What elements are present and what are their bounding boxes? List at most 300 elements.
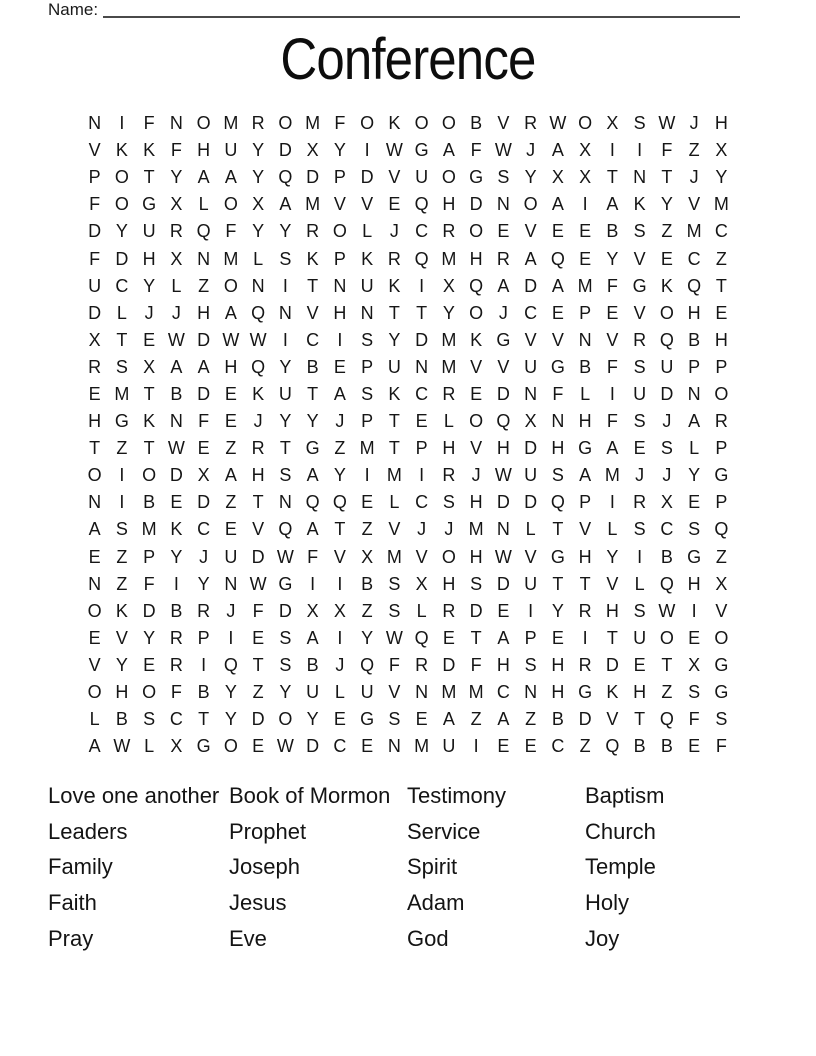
grid-letter: I — [609, 492, 615, 513]
grid-letter: A — [306, 519, 319, 540]
grid-letter: S — [361, 329, 374, 350]
grid-letter: E — [252, 736, 265, 757]
grid-letter: F — [661, 140, 673, 161]
grid-letter: X — [442, 275, 455, 296]
grid-letter: I — [364, 140, 370, 161]
grid-letter: L — [334, 682, 345, 703]
grid-letter: L — [253, 248, 264, 269]
grid-letter: M — [305, 194, 321, 215]
grid-letter: F — [334, 113, 346, 134]
grid-letter: Q — [659, 709, 674, 730]
grid-letter: I — [473, 736, 479, 757]
grid-letter: V — [606, 573, 619, 594]
grid-letter: T — [143, 383, 155, 404]
grid-letter: Y — [143, 627, 156, 648]
grid-letter: G — [196, 736, 211, 757]
grid-letter: I — [637, 546, 643, 567]
grid-letter: T — [661, 167, 673, 188]
grid-letter: O — [278, 113, 293, 134]
grid-letter: L — [144, 736, 155, 757]
grid-letter: K — [388, 113, 401, 134]
grid-letter: Z — [252, 682, 264, 703]
grid-letter: N — [360, 302, 374, 323]
grid-letter: K — [388, 275, 401, 296]
grid-letter: C — [415, 383, 429, 404]
grid-letter: N — [278, 492, 292, 513]
grid-letter: M — [468, 519, 484, 540]
grid-letter: D — [197, 383, 211, 404]
grid-letter: Q — [414, 248, 429, 269]
title-wrap — [0, 27, 816, 92]
grid-letter: M — [441, 248, 457, 269]
grid-letter: L — [580, 383, 591, 404]
grid-letter: S — [279, 627, 292, 648]
grid-letter: A — [442, 140, 455, 161]
grid-letter: K — [606, 682, 619, 703]
grid-letter: K — [361, 248, 374, 269]
word-item: Spirit — [407, 854, 458, 880]
grid-letter: K — [306, 248, 319, 269]
grid-letter: M — [305, 113, 321, 134]
grid-letter: V — [361, 194, 374, 215]
grid-letter: W — [113, 736, 131, 757]
grid-letter: M — [414, 736, 430, 757]
grid-letter: J — [498, 302, 508, 323]
grid-letter: B — [633, 736, 646, 757]
grid-letter: X — [579, 167, 592, 188]
grid-letter: B — [306, 356, 319, 377]
grid-letter: E — [197, 438, 210, 459]
grid-letter: Y — [333, 140, 346, 161]
grid-letter: D — [251, 546, 265, 567]
word-item: Love one another — [48, 783, 220, 808]
grid-letter: R — [442, 383, 456, 404]
grid-letter: B — [170, 600, 183, 621]
grid-letter: Y — [115, 221, 128, 242]
grid-letter: T — [661, 654, 673, 675]
grid-letter: A — [224, 167, 237, 188]
grid-letter: M — [386, 546, 402, 567]
grid-letter: A — [497, 627, 510, 648]
grid-letter: I — [337, 329, 343, 350]
grid-letter: D — [524, 492, 538, 513]
grid-letter: E — [688, 736, 701, 757]
grid-letter: R — [169, 654, 183, 675]
grid-letter: C — [197, 519, 211, 540]
grid-letter: T — [606, 167, 618, 188]
grid-letter: E — [88, 627, 101, 648]
grid-letter: T — [279, 438, 291, 459]
grid-letter: O — [114, 194, 129, 215]
grid-letter: O — [714, 627, 729, 648]
grid-letter: O — [469, 302, 484, 323]
grid-letter: D — [469, 194, 483, 215]
grid-letter: I — [364, 465, 370, 486]
grid-letter: N — [687, 383, 701, 404]
grid-letter: U — [524, 465, 538, 486]
grid-letter: G — [414, 140, 429, 161]
word-item: God — [407, 925, 449, 951]
grid-letter: S — [279, 465, 292, 486]
grid-letter: I — [637, 140, 643, 161]
grid-letter: L — [362, 221, 373, 242]
grid-letter: P — [415, 438, 428, 459]
grid-letter: H — [578, 411, 592, 432]
grid-letter: N — [415, 356, 429, 377]
grid-letter: D — [360, 167, 374, 188]
grid-letter: R — [88, 356, 102, 377]
grid-letter: Z — [688, 140, 700, 161]
grid-letter: S — [715, 709, 728, 730]
grid-letter: O — [469, 411, 484, 432]
grid-letter: A — [551, 140, 564, 161]
grid-letter: H — [687, 573, 701, 594]
grid-letter: R — [524, 113, 538, 134]
grid-letter: U — [660, 356, 674, 377]
grid-letter: E — [497, 600, 510, 621]
grid-letter: X — [660, 492, 673, 513]
grid-letter: H — [115, 682, 129, 703]
grid-letter: E — [688, 492, 701, 513]
grid-letter: E — [224, 519, 237, 540]
grid-letter: X — [170, 248, 183, 269]
grid-letter: R — [633, 329, 647, 350]
grid-letter: Y — [333, 465, 346, 486]
grid-letter: E — [361, 736, 374, 757]
grid-letter: E — [633, 654, 646, 675]
word-item: Jesus — [229, 890, 287, 916]
grid-letter: O — [87, 682, 102, 703]
letter-grid — [81, 110, 735, 760]
grid-letter: L — [689, 438, 700, 459]
grid-letter: C — [306, 329, 320, 350]
grid-letter: C — [687, 248, 701, 269]
grid-letter: D — [578, 709, 592, 730]
grid-letter: Z — [225, 492, 237, 513]
grid-letter: Z — [116, 546, 128, 567]
grid-letter: H — [714, 329, 728, 350]
grid-letter: P — [333, 167, 346, 188]
grid-letter: H — [496, 654, 510, 675]
grid-letter: S — [143, 709, 156, 730]
grid-letter: V — [88, 140, 101, 161]
grid-letter: K — [115, 600, 128, 621]
grid-letter: U — [633, 383, 647, 404]
grid-letter: F — [307, 546, 319, 567]
grid-letter: R — [251, 438, 265, 459]
grid-letter: T — [334, 519, 346, 540]
grid-letter: F — [470, 654, 482, 675]
grid-letter: N — [415, 682, 429, 703]
grid-letter: Y — [279, 221, 292, 242]
grid-letter: X — [551, 167, 564, 188]
grid-letter: X — [688, 654, 701, 675]
grid-letter: N — [88, 492, 102, 513]
word-item: Baptism — [585, 783, 665, 808]
grid-letter: Y — [606, 248, 619, 269]
grid-letter: M — [386, 465, 402, 486]
grid-letter: Q — [251, 356, 266, 377]
grid-letter: E — [170, 492, 183, 513]
grid-letter: S — [279, 654, 292, 675]
grid-letter: S — [388, 573, 401, 594]
grid-letter: Q — [414, 627, 429, 648]
grid-letter: E — [333, 709, 346, 730]
grid-letter: G — [305, 438, 320, 459]
grid-letter: B — [660, 736, 673, 757]
grid-letter: D — [496, 573, 510, 594]
grid-letter: T — [198, 709, 210, 730]
grid-letter: Q — [278, 519, 293, 540]
grid-letter: O — [223, 275, 238, 296]
grid-letter: D — [524, 275, 538, 296]
grid-letter: S — [633, 356, 646, 377]
grid-letter: E — [579, 221, 592, 242]
grid-letter: E — [442, 627, 455, 648]
grid-letter: X — [524, 411, 537, 432]
grid-letter: O — [469, 221, 484, 242]
grid-letter: S — [633, 411, 646, 432]
grid-letter: F — [252, 600, 264, 621]
grid-letter: D — [142, 600, 156, 621]
grid-letter: M — [223, 113, 239, 134]
grid-letter: S — [388, 709, 401, 730]
grid-letter: D — [197, 329, 211, 350]
grid-letter: D — [469, 600, 483, 621]
grid-letter: F — [606, 356, 618, 377]
grid-letter: V — [115, 627, 128, 648]
grid-letter: C — [415, 221, 429, 242]
grid-letter: L — [116, 302, 127, 323]
grid-letter: B — [143, 492, 156, 513]
grid-letter: C — [660, 519, 674, 540]
grid-letter: L — [634, 573, 645, 594]
grid-letter: X — [143, 356, 156, 377]
grid-letter: A — [442, 709, 455, 730]
name-underline — [103, 16, 740, 18]
grid-letter: T — [606, 627, 618, 648]
grid-letter: H — [578, 546, 592, 567]
grid-letter: W — [494, 140, 512, 161]
grid-letter: W — [658, 113, 676, 134]
grid-letter: T — [143, 167, 155, 188]
grid-letter: Z — [361, 600, 373, 621]
grid-letter: X — [579, 140, 592, 161]
grid-letter: N — [333, 275, 347, 296]
grid-letter: Z — [198, 275, 210, 296]
grid-letter: U — [387, 356, 401, 377]
grid-letter: D — [415, 329, 429, 350]
grid-letter: I — [310, 573, 316, 594]
grid-letter: A — [579, 465, 592, 486]
grid-letter: H — [551, 682, 565, 703]
grid-letter: W — [494, 546, 512, 567]
word-list — [0, 778, 816, 963]
grid-letter: J — [199, 546, 209, 567]
grid-letter: A — [224, 302, 237, 323]
grid-letter: K — [633, 194, 646, 215]
grid-letter: T — [416, 302, 428, 323]
grid-letter: Y — [279, 356, 292, 377]
grid-letter: D — [496, 383, 510, 404]
grid-letter: H — [442, 438, 456, 459]
grid-letter: J — [389, 221, 399, 242]
grid-letter: Y — [551, 600, 564, 621]
grid-letter: F — [715, 736, 727, 757]
grid-letter: G — [714, 465, 729, 486]
grid-letter: S — [688, 682, 701, 703]
grid-letter: Q — [332, 492, 347, 513]
grid-letter: Y — [224, 682, 237, 703]
grid-letter: R — [169, 221, 183, 242]
grid-letter: H — [142, 248, 156, 269]
grid-letter: A — [224, 465, 237, 486]
grid-letter: I — [419, 465, 425, 486]
grid-letter: R — [578, 600, 592, 621]
grid-letter: V — [715, 600, 728, 621]
grid-letter: C — [333, 736, 347, 757]
grid-letter: W — [167, 329, 185, 350]
grid-letter: H — [442, 573, 456, 594]
grid-letter: K — [388, 383, 401, 404]
grid-letter: A — [197, 167, 210, 188]
grid-letter: V — [388, 519, 401, 540]
grid-letter: Y — [715, 167, 728, 188]
grid-letter: Z — [361, 519, 373, 540]
grid-letter: A — [333, 383, 346, 404]
grid-letter: U — [360, 275, 374, 296]
word-item: Church — [585, 818, 656, 844]
grid-letter: Y — [115, 654, 128, 675]
grid-letter: H — [551, 438, 565, 459]
grid-letter: Y — [524, 167, 537, 188]
grid-letter: B — [660, 546, 673, 567]
grid-letter: E — [88, 383, 101, 404]
grid-letter: Y — [252, 140, 265, 161]
grid-letter: I — [419, 275, 425, 296]
grid-letter: V — [524, 546, 537, 567]
grid-letter: R — [714, 411, 728, 432]
grid-letter: C — [524, 302, 538, 323]
grid-letter: G — [550, 356, 565, 377]
grid-letter: E — [633, 438, 646, 459]
grid-letter: J — [635, 465, 645, 486]
word-column — [229, 778, 390, 957]
grid-letter: T — [307, 383, 319, 404]
grid-letter: E — [551, 302, 564, 323]
grid-letter: G — [632, 275, 647, 296]
grid-letter: H — [714, 113, 728, 134]
grid-letter: H — [496, 438, 510, 459]
grid-letter: J — [689, 167, 699, 188]
grid-letter: V — [470, 438, 483, 459]
grid-letter: H — [605, 600, 619, 621]
grid-letter: J — [662, 411, 672, 432]
grid-letter: V — [88, 654, 101, 675]
grid-letter: P — [579, 492, 592, 513]
grid-letter: I — [201, 654, 207, 675]
grid-letter: W — [549, 113, 567, 134]
grid-letter: V — [497, 113, 510, 134]
grid-letter: R — [442, 465, 456, 486]
grid-letter: N — [551, 411, 565, 432]
grid-letter: D — [278, 140, 292, 161]
grid-letter: R — [415, 654, 429, 675]
grid-letter: G — [714, 654, 729, 675]
grid-letter: M — [441, 329, 457, 350]
word-item: Joy — [585, 925, 620, 951]
grid-letter: N — [197, 248, 211, 269]
grid-letter: M — [114, 383, 130, 404]
grid-letter: U — [633, 627, 647, 648]
grid-letter: U — [88, 275, 102, 296]
grid-letter: D — [442, 654, 456, 675]
grid-letter: D — [306, 167, 320, 188]
grid-letter: S — [442, 492, 455, 513]
grid-letter: F — [89, 248, 101, 269]
grid-letter: S — [279, 248, 292, 269]
grid-letter: F — [688, 709, 700, 730]
grid-letter: H — [197, 302, 211, 323]
grid-letter: Q — [360, 654, 375, 675]
grid-letter: P — [361, 356, 374, 377]
grid-letter: R — [306, 221, 320, 242]
grid-letter: G — [550, 546, 565, 567]
grid-letter: T — [116, 329, 128, 350]
grid-letter: V — [606, 329, 619, 350]
grid-letter: B — [306, 654, 319, 675]
page-title: Conference — [280, 27, 536, 92]
word-item: Holy — [585, 890, 630, 916]
grid-letter: K — [252, 383, 265, 404]
grid-letter: G — [687, 546, 702, 567]
grid-letter: P — [361, 411, 374, 432]
grid-letter: G — [578, 682, 593, 703]
grid-letter: O — [441, 546, 456, 567]
grid-letter: W — [249, 573, 267, 594]
grid-letter: U — [524, 573, 538, 594]
grid-letter: A — [306, 627, 319, 648]
grid-letter: I — [528, 600, 534, 621]
grid-letter: Q — [550, 248, 565, 269]
grid-letter: U — [360, 682, 374, 703]
grid-letter: M — [141, 519, 157, 540]
grid-letter: T — [307, 275, 319, 296]
grid-letter: X — [197, 465, 210, 486]
grid-letter: R — [633, 492, 647, 513]
grid-letter: C — [169, 709, 183, 730]
grid-letter: Y — [170, 167, 183, 188]
grid-letter: B — [470, 113, 483, 134]
grid-letter: I — [119, 492, 125, 513]
grid-letter: E — [688, 627, 701, 648]
grid-letter: B — [688, 329, 701, 350]
grid-letter: E — [143, 329, 156, 350]
word-item: Service — [407, 818, 481, 844]
grid-letter: W — [494, 465, 512, 486]
grid-letter: K — [470, 329, 483, 350]
grid-letter: B — [115, 709, 128, 730]
grid-letter: F — [143, 573, 155, 594]
grid-letter: X — [88, 329, 101, 350]
grid-letter: E — [551, 221, 564, 242]
grid-letter: O — [659, 302, 674, 323]
grid-letter: L — [607, 519, 618, 540]
grid-letter: X — [361, 546, 374, 567]
grid-letter: T — [89, 438, 101, 459]
grid-letter: X — [333, 600, 346, 621]
grid-letter: X — [170, 194, 183, 215]
